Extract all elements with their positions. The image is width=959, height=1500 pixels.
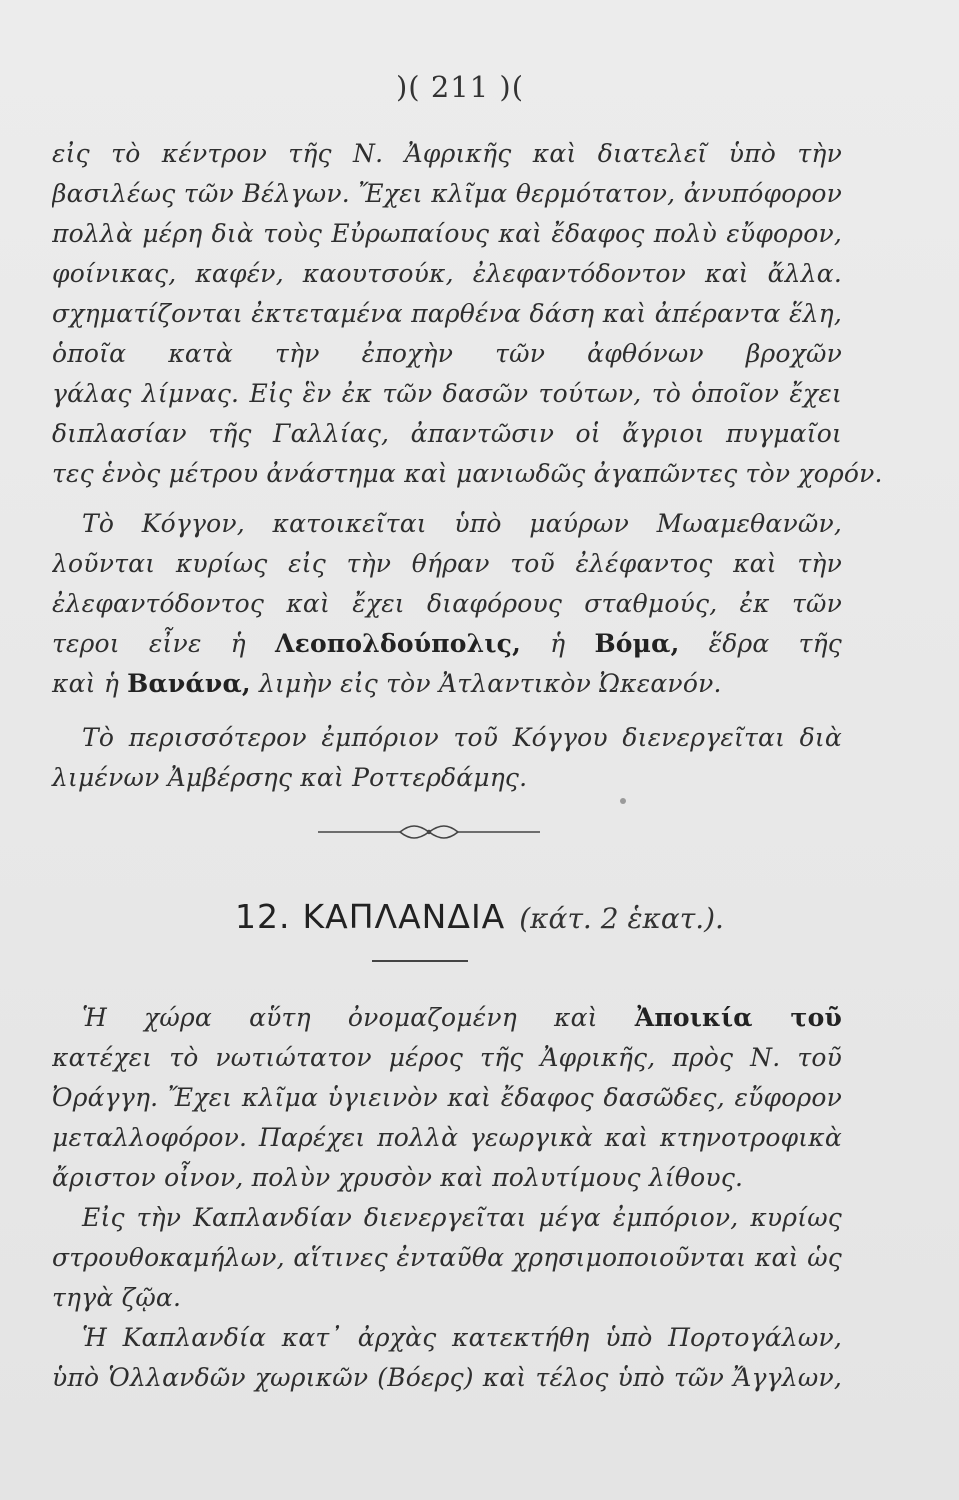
page-number: )( 211 )( — [395, 70, 525, 104]
text-span: Τὸ Κόγγον, κατοικεῖται ὑπὸ μαύρων Μωαμεθανῶν, — [82, 509, 842, 538]
paragraph-history — [52, 1318, 842, 1398]
paragraph-trade — [52, 718, 842, 798]
text-line: ἐλεφαντόδοντος καὶ ἔχει διαφόρους σταθμούς, ἐκ τῶν — [52, 589, 842, 618]
text-line: ὁποῖα κατὰ τὴν ἐποχὴν τῶν ἀφθόνων βροχῶν — [52, 339, 842, 368]
section-heading — [0, 895, 959, 941]
text-line: Ὀράγγη. Ἔχει κλῖμα ὑγιεινὸν καὶ ἔδαφος δασῶδες, εὔφορον — [52, 1083, 842, 1112]
text-line: μεταλλοφόρον. Παρέχει πολλὰ γεωργικὰ καὶ κτηνοτροφικὰ — [52, 1123, 842, 1152]
text-line: στρουθοκαμήλων, αἵτινες ἐνταῦθα χρησιμοποιοῦνται καὶ ὡς — [52, 1243, 842, 1272]
text-span: Τὸ περισσότερον ἐμπόριον τοῦ Κόγγου διενεργεῖται διὰ — [82, 723, 842, 752]
text-line: πολλὰ μέρη διὰ τοὺς Εὐρωπαίους καὶ ἔδαφος πολὺ εὔφορον, — [52, 219, 842, 248]
text-line: τες ἑνὸς μέτρου ἀνάστημα καὶ μανιωδῶς ἀγαπῶντες τὸν χορόν. — [52, 459, 883, 488]
text-line-pygmies — [52, 414, 842, 454]
text-line: τηγὰ ζῷα. — [52, 1283, 182, 1312]
text-line: λιμένων Ἀμβέρσης καὶ Ροττερδάμης. — [52, 763, 528, 792]
section-subtitle: (κάτ. 2 ἑκατ.). — [519, 902, 724, 935]
ornamental-divider — [318, 822, 540, 842]
text-span: ἡ — [521, 629, 595, 658]
bold-term-boma: Βόμα, — [594, 629, 680, 658]
bold-term-banana: Βανάνα, — [127, 669, 251, 698]
text-span: λιμὴν εἰς τὸν Ἀτλαντικὸν Ὠκεανόν. — [250, 669, 722, 698]
text-span: Ἡ χώρα αὕτη ὀνομαζομένη καὶ — [82, 1003, 635, 1032]
text-line — [52, 504, 842, 544]
text-span: Ἡ Καπλανδία κατ᾽ ἀρχὰς κατεκτήθη ὑπὸ Πορτογάλων, — [82, 1323, 842, 1352]
text-line: εἰς τὸ κέντρον τῆς Ν. Ἀφρικῆς καὶ διατελεῖ ὑπὸ τὴν — [52, 139, 842, 168]
text-span: ἕδρα τῆς — [708, 629, 842, 658]
text-line-banana — [52, 664, 842, 704]
text-span: διπλασίαν τῆς Γαλλίας, ἀπαντῶσιν οἱ ἄγριοι πυγμαῖοι — [52, 419, 842, 448]
paragraph-congo — [52, 504, 842, 704]
text-line-cape — [52, 998, 842, 1038]
paragraph-cape — [52, 998, 842, 1198]
text-line-cities — [52, 624, 842, 664]
section-number: 12. — [235, 897, 291, 936]
text-line: ἄριστον οἶνον, πολὺν χρυσὸν καὶ πολυτίμους λίθους. — [52, 1163, 744, 1192]
paragraph-congo-intro — [52, 134, 883, 494]
text-line: κατέχει τὸ νωτιώτατον μέρος τῆς Ἀφρικῆς, πρὸς Ν. τοῦ — [52, 1043, 842, 1072]
text-span: Εἰς τὴν Καπλανδίαν διενεργεῖται μέγα ἐμπόριον, κυρίως — [82, 1203, 842, 1232]
text-span: τεροι εἶνε ἡ — [52, 629, 275, 658]
text-line — [52, 718, 842, 758]
heading-rule — [372, 960, 468, 962]
paragraph-ostrich — [52, 1198, 842, 1318]
text-line: βασιλέως τῶν Βέλγων. Ἔχει κλῖμα θερμότατον, ἀνυπόφορον — [52, 179, 842, 208]
bold-term-cape-colony: Ἀποικία τοῦ — [634, 1003, 842, 1032]
text-span: καὶ ἡ — [52, 669, 128, 698]
text-line — [52, 1198, 842, 1238]
bold-term-leopoldville: Λεοπολδούπολις, — [275, 629, 521, 658]
text-line: φοίνικας, καφέν, καουτσούκ, ἐλεφαντόδοντον καὶ ἄλλα. — [52, 259, 842, 288]
text-line — [52, 1318, 842, 1358]
section-title: ΚΑΠΛΑΝΔΙΑ — [302, 897, 506, 936]
text-line: σχηματίζονται ἐκτεταμένα παρθένα δάση καὶ ἀπέραντα ἕλη, — [52, 299, 842, 328]
text-line: ὑπὸ Ὁλλανδῶν χωρικῶν (Βόερς) καὶ τέλος ὑπὸ τῶν Ἄγγλων, — [52, 1363, 842, 1392]
text-line: γάλας λίμνας. Εἰς ἓν ἐκ τῶν δασῶν τούτων, τὸ ὁποῖον ἔχει — [52, 379, 842, 408]
text-line: λοῦνται κυρίως εἰς τὴν θήραν τοῦ ἐλέφαντος καὶ τὴν — [52, 549, 842, 578]
paper-speck — [620, 798, 626, 804]
